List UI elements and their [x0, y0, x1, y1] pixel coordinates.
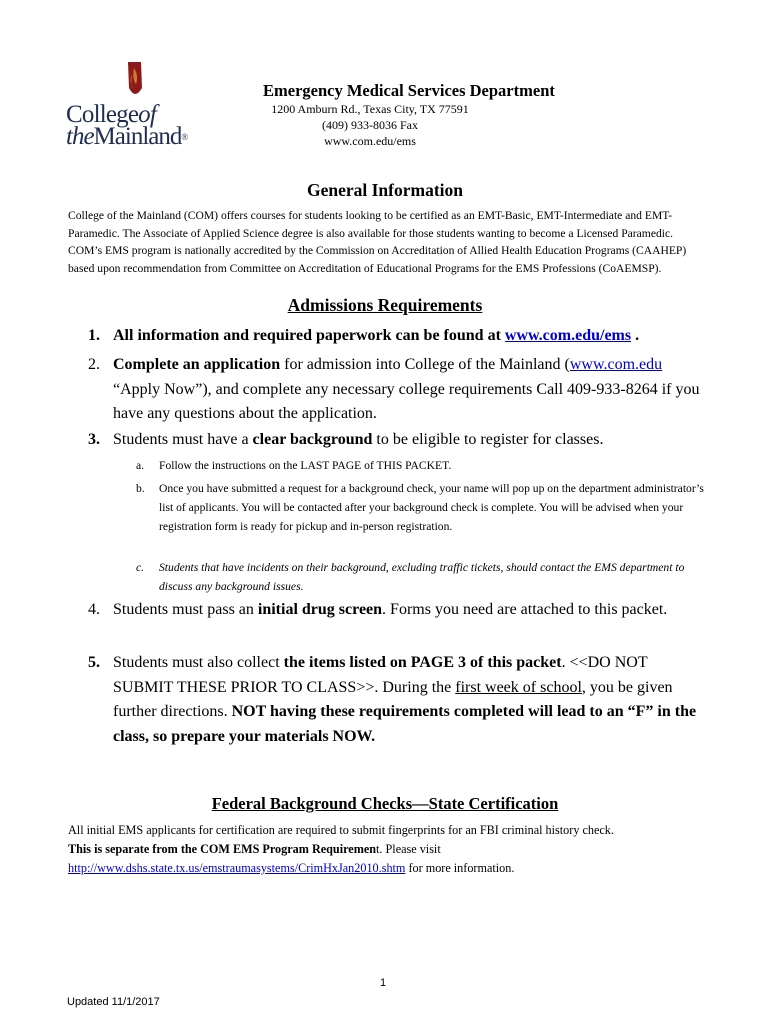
- federal-background-body: All initial EMS applicants for certification are required to submit fingerprints for an FBI criminal history check. This is separate from the COM EMS Program Requirement. Please visit http://www.dshs.state.tx.us/emstraumasystems/CrimHxJan2010.shtm for more information.: [68, 823, 614, 875]
- department-title: Emergency Medical Services Department: [263, 81, 555, 100]
- general-information-heading: General Information: [306, 180, 464, 200]
- contact-block: [256, 101, 484, 149]
- sub-item-b: b. Once you have submitted a request for a background check, your name will pop up on the department administrator’s list of applicants. You will be contacted after your background check is complete. You will be advised when your registration form is ready for pickup and in-person registration.: [136, 482, 704, 533]
- sub-item-a: a. Follow the instructions on the LAST PAGE of THIS PACKET.: [136, 459, 452, 472]
- fax: (409) 933-8036 Fax: [322, 118, 418, 132]
- college-website-link[interactable]: www.com.edu: [569, 356, 663, 373]
- ems-website-link[interactable]: www.com.edu/ems: [504, 327, 632, 344]
- logo-wordmark: Collegeof theMainland®: [66, 101, 188, 150]
- general-information-body: College of the Mainland (COM) offers courses for students looking to be certified as an EMT-Basic, EMT-Intermediate and EMT-Paramedic. The Associate of Applied Science degree is also available for those students wanting to become a Licensed Paramedic. COM’s EMS program is nationally accredited by the Commission on Accreditation of Allied Health Education Programs (CAAHEP) based upon recommendation from Committee on Accreditation of Educational Programs for the EMS Professions (CoAEMSP).: [68, 209, 687, 275]
- updated-date: Updated 11/1/2017: [67, 996, 160, 1008]
- list-item-2: 2. Complete an application for admission into College of the Mainland (www.com.edu “Apply Now”), and complete any necessary college requirements Call 409-933-8264 if you have any questions about the application.: [88, 356, 700, 422]
- list-item-5: 5. Students must also collect the items listed on PAGE 3 of this packet. <<DO NOT SUBMIT THESE PRIOR TO CLASS>>. During the first week of school, you be given further directions. NOT having these requirements completed will lead to an “F” in the class, so prepare your materials NOW.: [88, 654, 697, 745]
- page-number: 1: [380, 977, 387, 989]
- list-item-4: 4. Students must pass an initial drug screen. Forms you need are attached to this packet.: [88, 601, 668, 618]
- admissions-heading: Admissions Requirements: [287, 295, 483, 315]
- sub-item-c: c. Students that have incidents on their background, excluding traffic tickets, should contact the EMS department to discuss any background issues.: [136, 561, 685, 593]
- dshs-link[interactable]: http://www.dshs.state.tx.us/emstraumasystems/CrimHxJan2010.shtm: [68, 861, 406, 875]
- federal-background-heading: Federal Background Checks—State Certification: [211, 794, 559, 813]
- address: 1200 Amburn Rd., Texas City, TX 77591: [271, 102, 469, 116]
- list-item-3: 3. Students must have a clear background to be eligible to register for classes.: [88, 431, 604, 448]
- list-item-1: 1. All information and required paperwork can be found at www.com.edu/ems .: [88, 327, 640, 344]
- website: www.com.edu/ems: [324, 134, 416, 148]
